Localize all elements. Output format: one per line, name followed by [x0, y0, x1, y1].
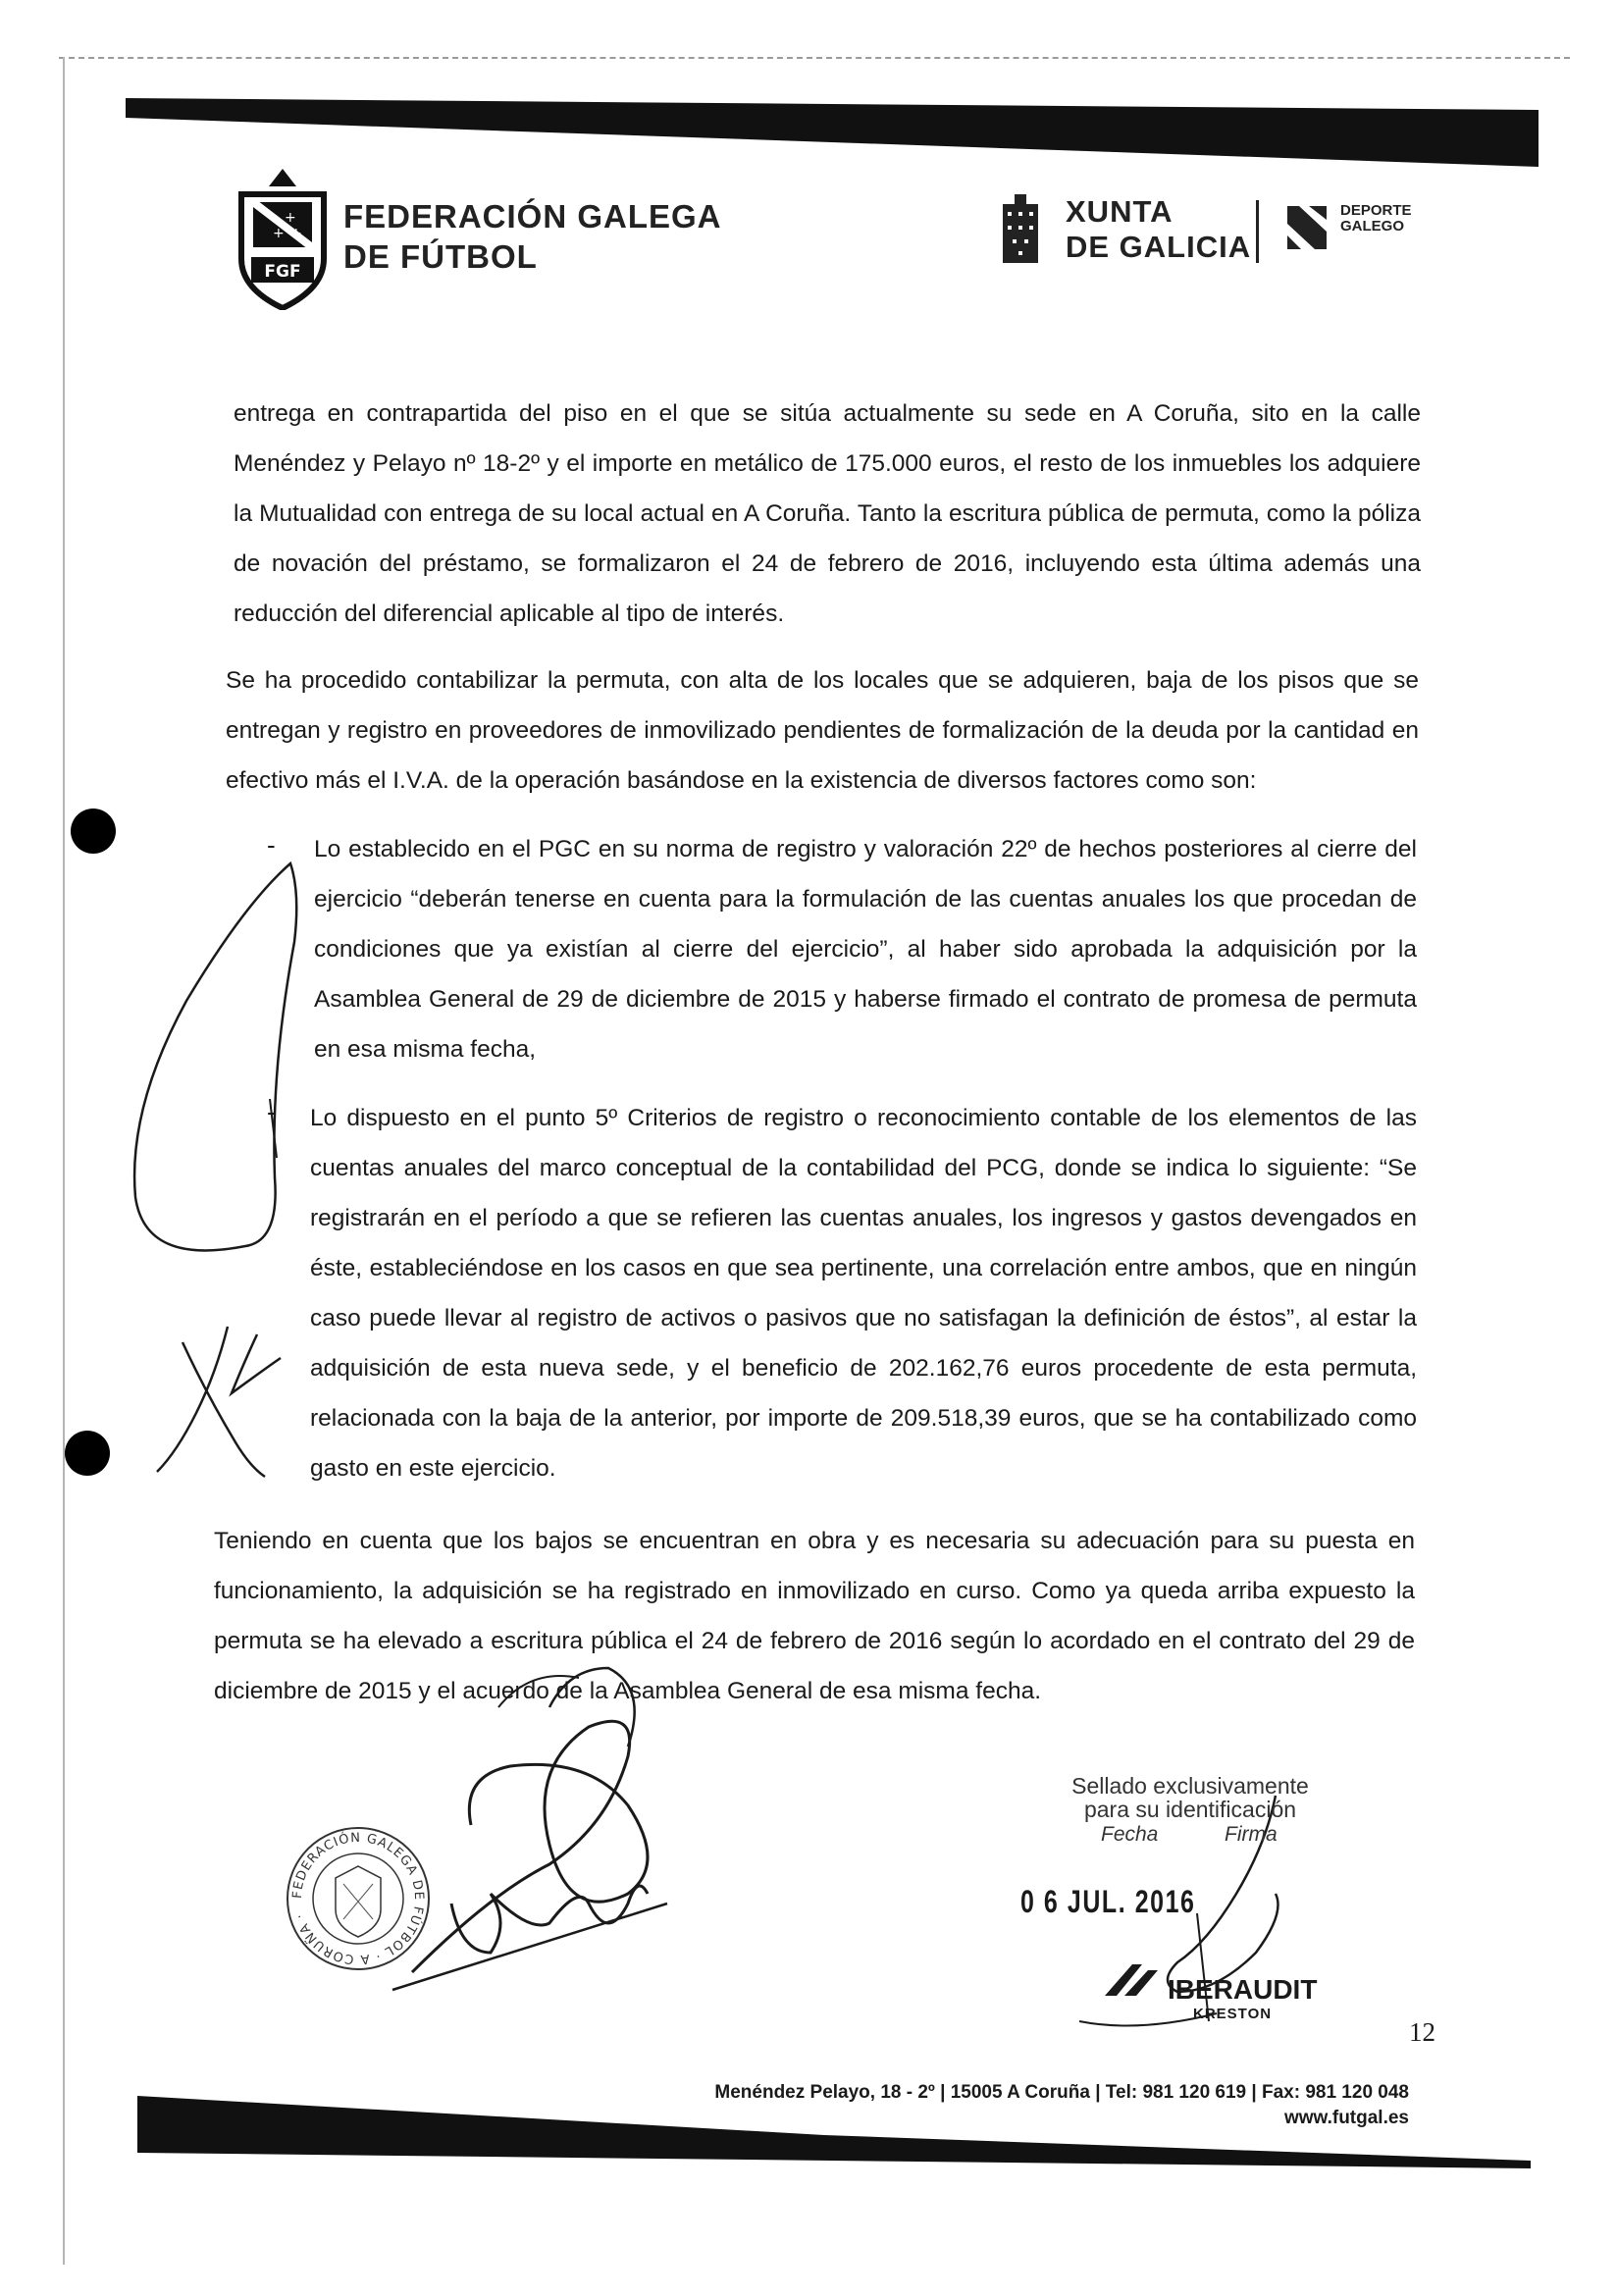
list-item-pgc-norm: Lo establecido en el PGC en su norma de registro y valoración 22º de hechos posteriores al cierre del ejercicio “deberán tenerse en cuenta para la formulación de las cuentas anuales los que procedan de condiciones que ya existían al cierre del ejercicio”, al haber sido aprobada la adquisición por la Asamblea General de 29 de diciembre de 2015 y haberse firmado el contrato de promesa de permuta en esa misma fecha,	[314, 836, 1417, 1063]
svg-text:FEDERACIÓN GALEGA DE FÚTBOL ·	[290, 1831, 426, 1967]
xunta-emblem-icon	[1003, 194, 1038, 263]
bullet-marker: -	[267, 1097, 276, 1126]
deporte-line2: GALEGO	[1340, 218, 1405, 235]
fgf-name-line1: FEDERACIÓN GALEGA	[343, 198, 722, 235]
page-number: 12	[1409, 2017, 1435, 2047]
margin-initials-mark	[183, 1342, 265, 1477]
logo-divider	[1256, 200, 1259, 263]
fgf-wordmark	[343, 196, 722, 277]
paragraph-accounting-treatment: Se ha procedido contabilizar la permuta, con alta de los locales que se adquieren, baja de los pisos que se entregan y registro en proveedores de inmovilizado pendientes de formalización de la deuda por la cantidad en efectivo más el I.V.A. de la operación basándose en la existencia de diversos factores como son:	[226, 667, 1419, 794]
svg-text:+: +	[285, 210, 296, 226]
bullet-marker: -	[267, 830, 276, 860]
binder-hole	[71, 809, 116, 854]
iberaudit-logo-icon	[1103, 1960, 1162, 2000]
fgf-name-line2: DE FÚTBOL	[343, 238, 538, 275]
svg-text:+: +	[267, 210, 279, 226]
fgf-seal-text: FEDERACIÓN GALEGA DE FÚTBOL · A CORUÑA ·	[289, 1830, 427, 1967]
deporte-line1: DEPORTE	[1340, 202, 1412, 219]
scan-edge-line	[63, 57, 65, 2265]
seal-firma-label: Firma	[1225, 1823, 1278, 1846]
svg-text:+: +	[273, 226, 285, 241]
signature-mark	[412, 1721, 648, 1972]
deporte-galego-wordmark	[1340, 203, 1412, 235]
xunta-name-line2: DE GALICIA	[1066, 230, 1252, 264]
seal-line2: para su identificación	[1083, 1797, 1297, 1822]
paragraph-permuta-details: entrega en contrapartida del piso en el que se sitúa actualmente su sede en A Coruña, sito en la calle Menéndez y Pelayo nº 18-2º y el importe en metálico de 175.000 euros, el resto de los inmuebles los adquiere la Mutualidad con entrega de su local actual en A Coruña. Tanto la escritura pública de permuta, como la póliza de novación del préstamo, se formalizaron el 24 de febrero de 2016, incluyendo esta última además una reducción del diferencial aplicable al tipo de interés.	[234, 400, 1421, 627]
svg-text:+: +	[290, 226, 302, 241]
margin-bracket-mark	[134, 863, 296, 1250]
deporte-galego-mark-icon	[1285, 202, 1329, 253]
stamp-date: 0 6 JUL. 2016	[1020, 1884, 1196, 1919]
paragraph-construction-status: Teniendo en cuenta que los bajos se encuentran en obra y es necesaria su adecuación para su puesta en funcionamiento, la adquisición se ha registrado en inmovilizado en curso. Como ya queda arriba expuesto la permuta se ha elevado a escritura pública el 24 de febrero de 2016 según lo acordado en el contrato del 29 de diciembre de 2015 y el acuerdo de la Asamblea General de esa misma fecha.	[214, 1528, 1415, 1704]
auditor-identification-stamp	[1068, 1774, 1313, 1852]
footer-address: Menéndez Pelayo, 18 - 2º | 15005 A Coruña | Tel: 981 120 619 | Fax: 981 120 048	[714, 2082, 1409, 2103]
xunta-name-line1: XUNTA	[1066, 194, 1174, 229]
fgf-seal-stamp	[285, 1825, 432, 1972]
auditor-name: IBERAUDIT	[1168, 1974, 1318, 2005]
auditor-subname: KRESTON	[1193, 2006, 1273, 2022]
seal-fecha-label: Fecha	[1101, 1823, 1159, 1846]
footer-website-link[interactable]: www.futgal.es	[1283, 2108, 1409, 2128]
binder-hole	[65, 1431, 110, 1476]
xunta-wordmark	[1066, 194, 1251, 265]
header-bar	[126, 98, 1539, 167]
seal-line1: Sellado exclusivamente	[1071, 1773, 1309, 1799]
list-item-conceptual-framework: Lo dispuesto en el punto 5º Criterios de registro o reconocimiento contable de los elementos de las cuentas anuales del marco conceptual de la contabilidad del PCG, donde se indica lo siguiente: “Se registrarán en el período a que se refieren las cuentas anuales, los ingresos y gastos devengados en éste, estableciéndose en los casos en que sea pertinente, una correlación entre ambos, que en ningún caso puede llevar al registro de activos o pasivos que no satisfagan la definición de éstos”, al estar la adquisición de esta nueva sede, y el beneficio de 202.162,76 euros procedente de esta permuta, relacionada con la baja de la anterior, por importe de 209.518,39 euros, que se ha contabilizado como gasto en este ejercicio.	[310, 1105, 1417, 1482]
fgf-crest-icon	[228, 165, 338, 310]
scan-edge-line	[59, 57, 1570, 59]
fgf-emblem-text: FGF	[264, 262, 301, 282]
